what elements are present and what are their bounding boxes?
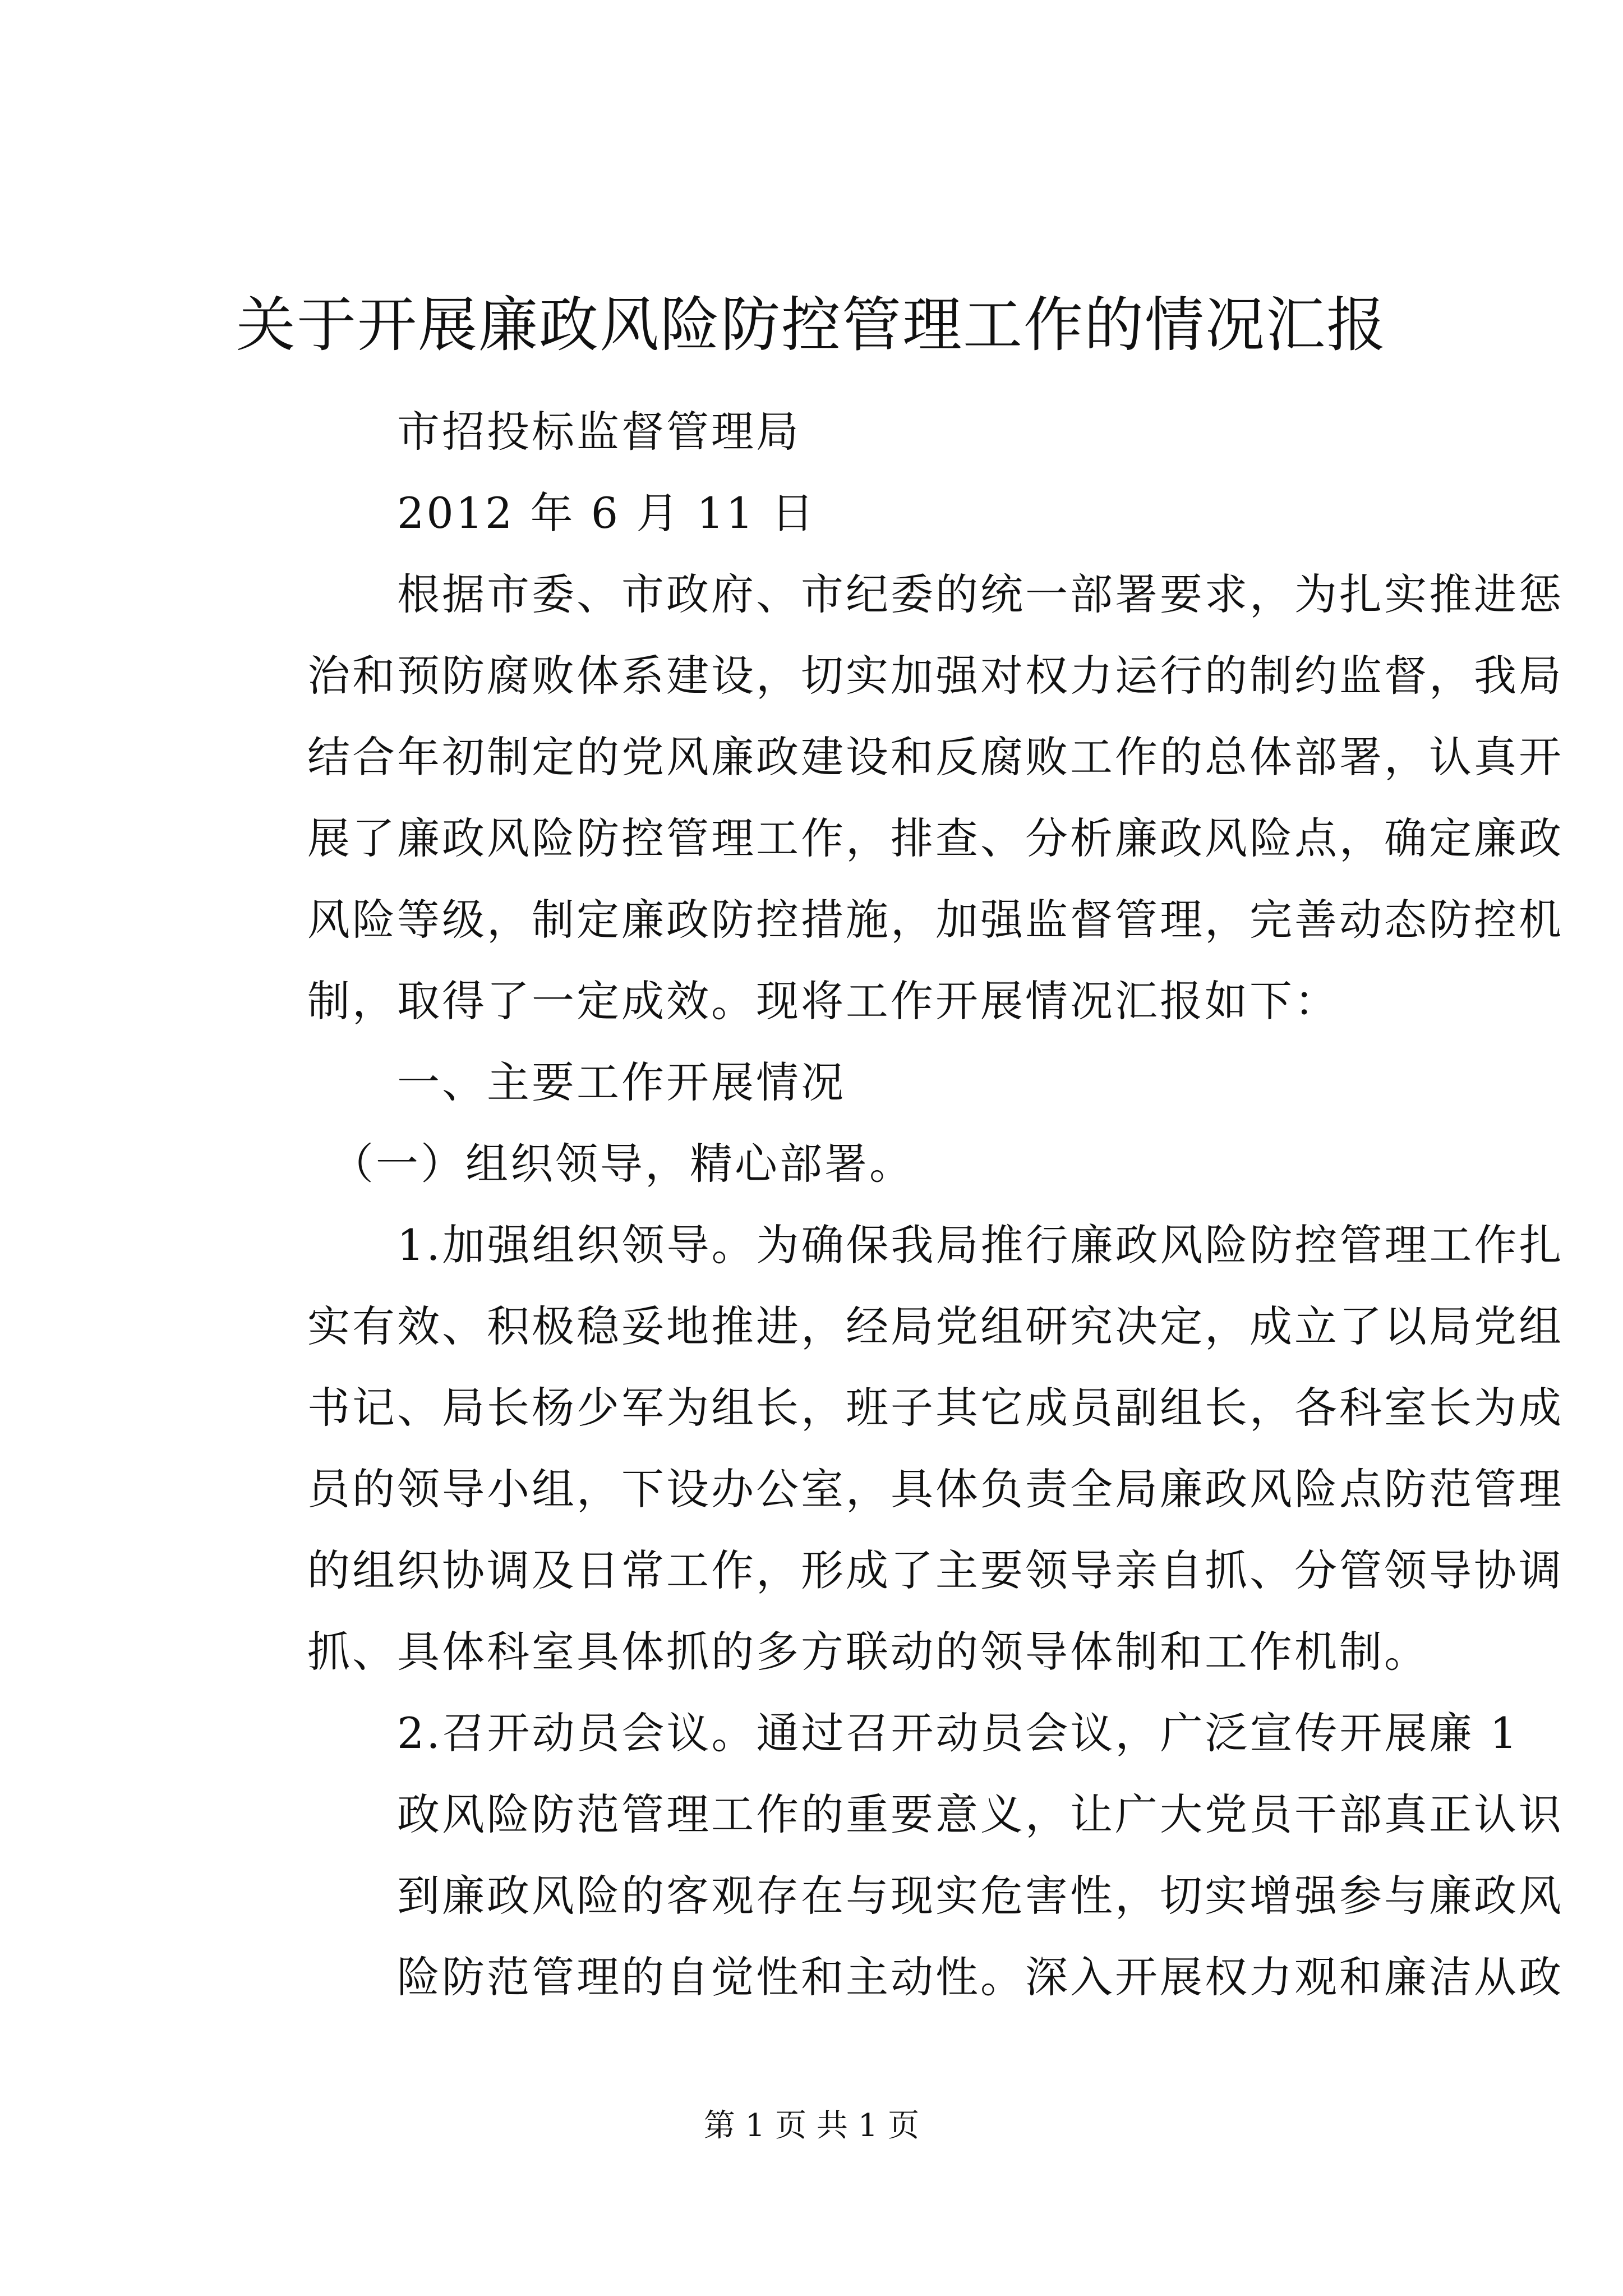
subsection-heading: （一）组织领导，精心部署。	[307, 1139, 914, 1189]
text-line: 实有效、积极稳妥地推进，经局党组研究决定，成立了以局党组	[307, 1301, 1564, 1351]
page-footer: 第 1 页 共 1 页	[703, 2108, 920, 2144]
text-line: 到廉政风险的客观存在与现实危害性，切实增强参与廉政风	[307, 1871, 1564, 1921]
text-line: 治和预防腐败体系建设，切实加强对权力运行的制约监督，我局	[307, 651, 1564, 701]
text-line: 市招投标监督管理局	[307, 407, 801, 457]
document-title: 关于开展廉政风险防控管理工作的情况汇报	[236, 291, 1387, 360]
text-line: 2012 年 6 月 11 日	[307, 488, 817, 538]
text-line: 险防范管理的自觉性和主动性。深入开展权力观和廉洁从政	[307, 1952, 1564, 2002]
section-heading: 一、主要工作开展情况	[307, 1057, 846, 1107]
text-line: 2.召开动员会议。通过召开动员会议，广泛宣传开展廉 1	[307, 1708, 1520, 1758]
text-line: 展了廉政风险防控管理工作，排查、分析廉政风险点，确定廉政	[307, 813, 1564, 863]
text-line: 书记、局长杨少军为组长，班子其它成员副组长，各科室长为成	[307, 1383, 1564, 1433]
text-line: 1.加强组织领导。为确保我局推行廉政风险防控管理工作扎	[307, 1220, 1564, 1270]
text-line: 制，取得了一定成效。现将工作开展情况汇报如下：	[307, 976, 1339, 1026]
text-line: 员的领导小组，下设办公室，具体负责全局廉政风险点防范管理	[307, 1464, 1564, 1514]
text-line: 根据市委、市政府、市纪委的统一部署要求，为扎实推进惩	[307, 569, 1564, 619]
text-line: 风险等级，制定廉政防控措施，加强监督管理，完善动态防控机	[307, 895, 1564, 945]
text-line: 结合年初制定的党风廉政建设和反腐败工作的总体部署，认真开	[307, 732, 1564, 782]
text-line: 抓、具体科室具体抓的多方联动的领导体制和工作机制。	[307, 1627, 1429, 1677]
text-line: 政风险防范管理工作的重要意义，让广大党员干部真正认识	[307, 1789, 1564, 1839]
text-line: 的组织协调及日常工作，形成了主要领导亲自抓、分管领导协调	[307, 1545, 1564, 1595]
